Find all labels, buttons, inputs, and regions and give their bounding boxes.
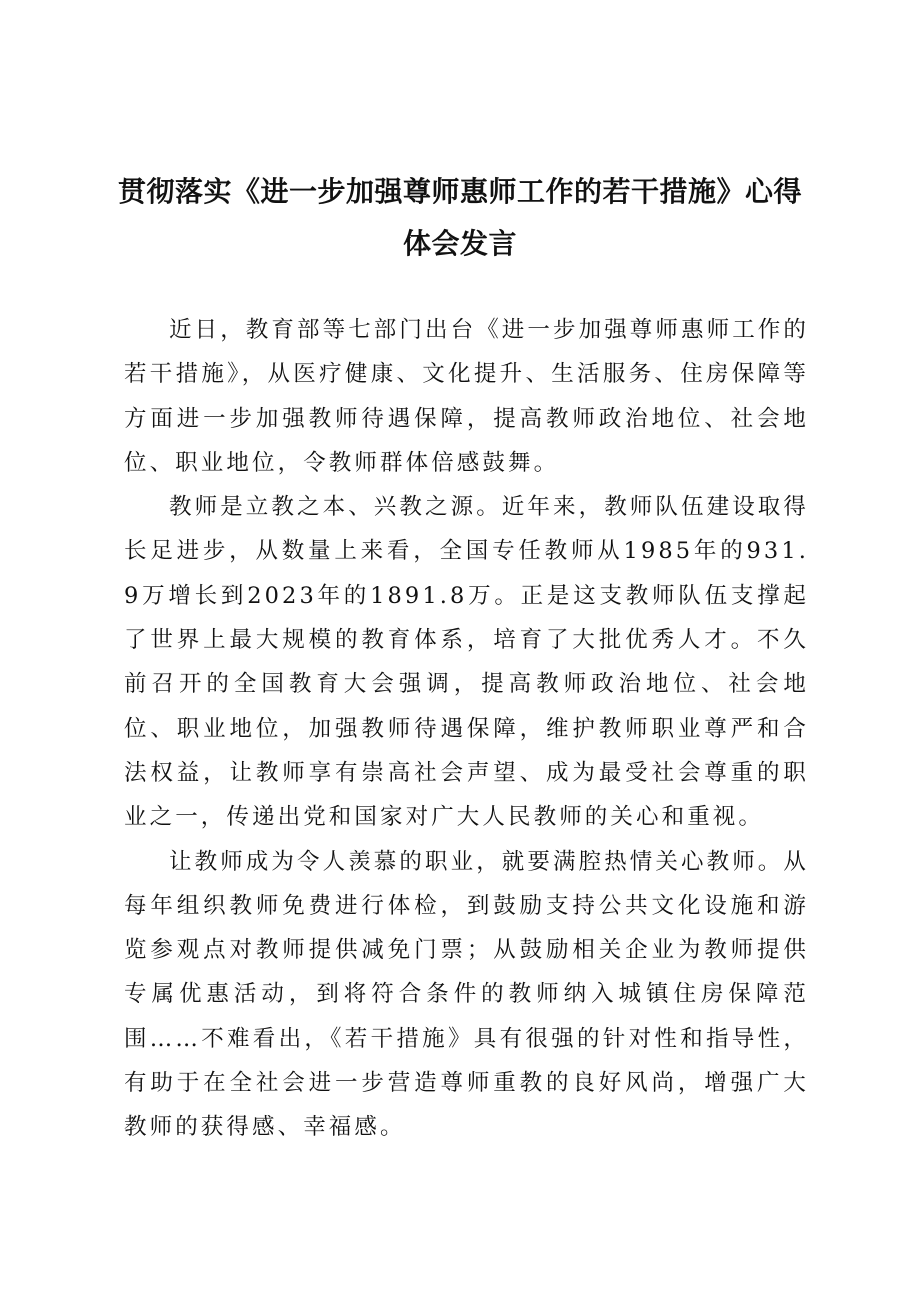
- paragraph-1: 近日，教育部等七部门出台《进一步加强尊师惠师工作的若干措施》，从医疗健康、文化提升、生活服务、住房保障等方面进一步加强教师待遇保障，提高教师政治地位、社会地位、职业地位，令教师群体倍感鼓舞。: [124, 317, 810, 476]
- document-title: [110, 166, 810, 270]
- title-line-2: 体会发言: [402, 227, 517, 260]
- document-body: [124, 308, 809, 1150]
- paragraph-2: 教师是立教之本、兴教之源。近年来，教师队伍建设取得长足进步，从数量上来看，全国专任教师从1985年的931.9万增长到2023年的1891.8万。正是这支教师队伍支撑起了世界上最大规模的教育体系，培育了大批优秀人才。不久前召开的全国教育大会强调，提高教师政治地位、社会地位、职业地位，加强教师待遇保障，维护教师职业尊严和合法权益，让教师享有崇高社会声望、成为最受社会尊重的职业之一，传递出党和国家对广大人民教师的关心和重视。: [124, 494, 810, 831]
- title-line-1: 贯彻落实《进一步加强尊师惠师工作的若干措施》心得: [117, 175, 802, 208]
- paragraph-3: 让教师成为令人羡慕的职业，就要满腔热情关心教师。从每年组织教师免费进行体检，到鼓励支持公共文化设施和游览参观点对教师提供减免门票；从鼓励相关企业为教师提供专属优惠活动，到将符合条件的教师纳入城镇住房保障范围……不难看出，《若干措施》具有很强的针对性和指导性，有助于在全社会进一步营造尊师重教的良好风尚，增强广大教师的获得感、幸福感。: [124, 848, 810, 1141]
